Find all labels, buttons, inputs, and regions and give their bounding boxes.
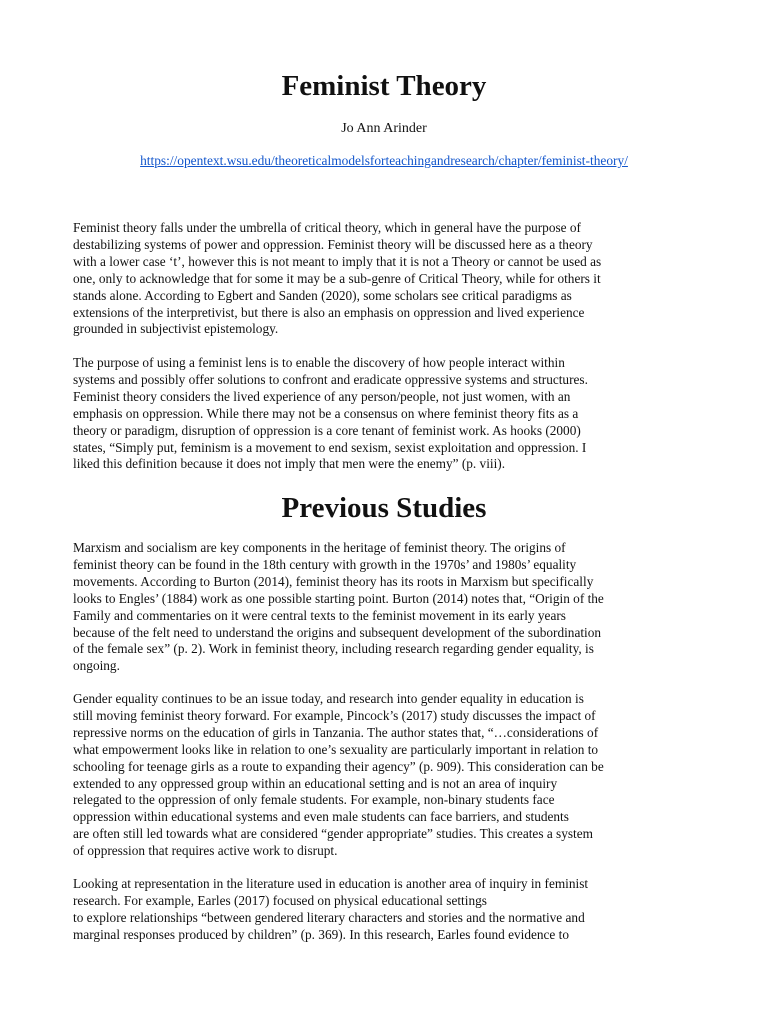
text-line: The purpose of using a feminist lens is to enable the discovery of how people interact within <box>73 355 565 370</box>
text-line: of oppression that requires active work to disrupt. <box>73 843 338 859</box>
text-line: of the female sex” (p. 2). Work in feminist theory, including research regarding gender equality, is <box>73 641 594 657</box>
paragraph-gender-equality <box>73 691 695 860</box>
text-line: Gender equality continues to be an issue today, and research into gender equality in education is <box>73 691 584 706</box>
text-line: ongoing. <box>73 658 120 674</box>
text-line: relegated to the oppression of only female students. For example, non-binary students face <box>73 792 555 808</box>
text-line: Family and commentaries on it were central texts to the feminist movement in its early years <box>73 607 566 623</box>
text-line: Looking at representation in the literature used in education is another area of inquiry in feminist <box>73 876 589 891</box>
text-line: systems and possibly offer solutions to confront and eradicate oppressive systems and structures. <box>73 371 588 387</box>
text-line: to explore relationships “between gendered literary characters and stories and the normative and <box>73 909 585 925</box>
text-line: research. For example, Earles (2017) focused on physical educational settings <box>73 892 487 908</box>
text-line: movements. According to Burton (2014), feminist theory has its roots in Marxism but specifically <box>73 573 594 589</box>
text-line: what empowerment looks like in relation to one’s sexuality are particularly important in relation to <box>73 741 599 757</box>
text-line: because of the felt need to understand the origins and subsequent development of the subordination <box>73 624 602 640</box>
text-line: oppression within educational systems and even male students can face barriers, and students <box>73 809 569 825</box>
document-title: Feminist Theory <box>281 70 487 102</box>
paragraph-purpose <box>73 355 695 473</box>
text-line: still moving feminist theory forward. For example, Pincock’s (2017) study discusses the impact of <box>73 707 596 723</box>
text-line: looks to Engles’ (1884) work as one possible starting point. Burton (2014) notes that, “Origin of the <box>73 590 604 606</box>
text-line: theory or paradigm, disruption of oppression is a core tenant of feminist work. As hooks (2000) <box>73 422 581 438</box>
text-line: repressive norms on the education of girls in Tanzania. The author states that, “…considerations of <box>73 724 599 740</box>
paragraph-marxism <box>73 540 695 675</box>
text-line: emphasis on oppression. While there may not be a consensus on where feminist theory fits as a <box>73 405 579 421</box>
text-line: liked this definition because it does not imply that men were the enemy” (p. viii). <box>73 456 506 472</box>
text-line: Feminist theory falls under the umbrella of critical theory, which in general have the purpose of <box>73 220 581 235</box>
text-line: schooling for teenage girls as a route to expanding their agency” (p. 909). This consideration can be <box>73 758 604 774</box>
text-line: destabilizing systems of power and oppression. Feminist theory will be discussed here as a theory <box>73 236 593 252</box>
text-line: stands alone. According to Egbert and Sanden (2020), some scholars see critical paradigms as <box>73 287 572 303</box>
text-line: one, only to acknowledge that for some it may be a sub-genre of Critical Theory, while for others it <box>73 270 601 286</box>
text-line: Marxism and socialism are key components in the heritage of feminist theory. The origins of <box>73 540 566 555</box>
text-line: extended to any oppressed group within an educational setting and is not an area of inquiry <box>73 775 558 791</box>
text-line: Feminist theory considers the lived experience of any person/people, not just women, with an <box>73 388 571 404</box>
paragraph-intro <box>73 220 695 338</box>
section-heading: Previous Studies <box>281 492 487 524</box>
text-line: feminist theory can be found in the 18th century with growth in the 1970s’ and 1980s’ equality <box>73 556 577 572</box>
text-line: with a lower case ‘t’, however this is not meant to imply that it is not a Theory or cannot be used as <box>73 253 602 269</box>
source-link[interactable]: https://opentext.wsu.edu/theoreticalmodelsforteachingandresearch/chapter/feminist-theory/ <box>140 153 628 168</box>
text-line: extensions of the interpretivist, but there is also an emphasis on oppression and lived experience <box>73 304 585 320</box>
text-line: are often still led towards what are considered “gender appropriate” studies. This creates a system <box>73 826 593 842</box>
source-link-wrapper <box>0 152 768 170</box>
text-line: states, “Simply put, feminism is a movement to end sexism, sexist exploitation and oppression. I <box>73 439 587 455</box>
text-line: marginal responses produced by children” (p. 369). In this research, Earles found evidence to <box>73 926 570 942</box>
author-name: Jo Ann Arinder <box>341 121 427 136</box>
paragraph-representation <box>73 876 695 944</box>
text-line: grounded in subjectivist epistemology. <box>73 321 279 337</box>
